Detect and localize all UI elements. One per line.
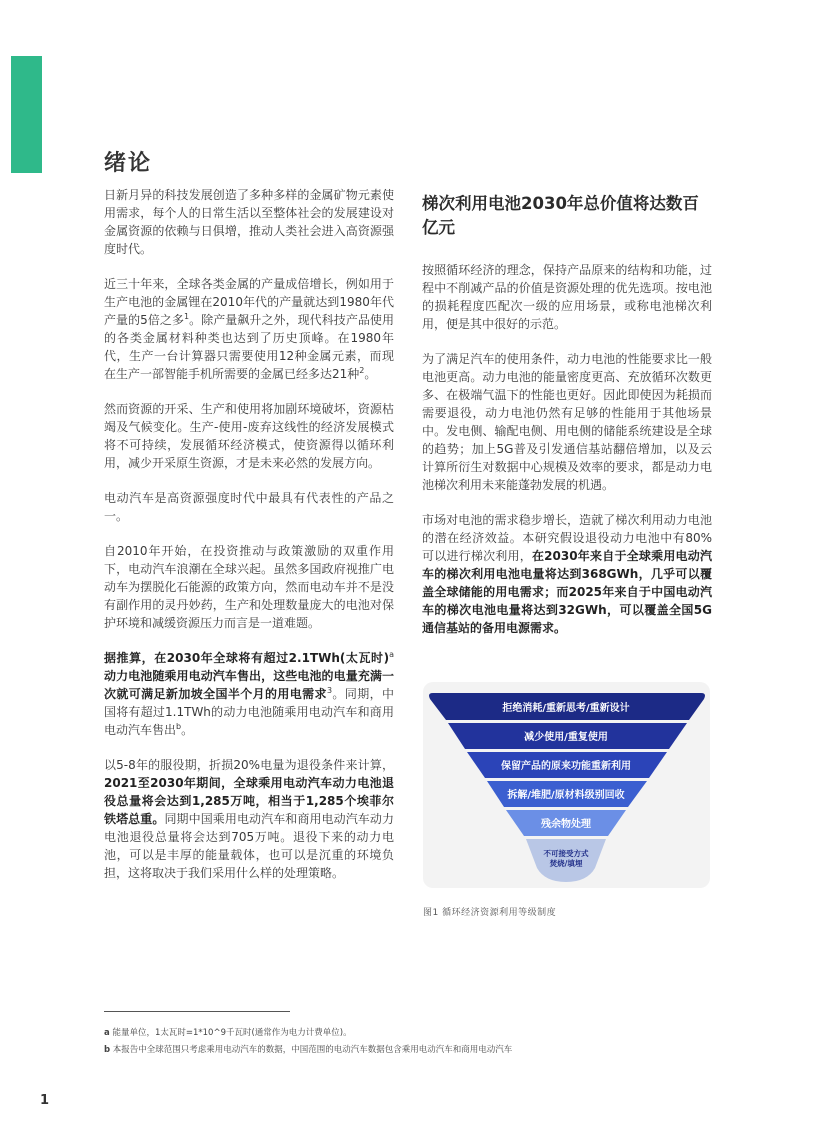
footnotes: [104, 1027, 724, 1061]
hierarchy-figure: [423, 682, 710, 888]
footnote-divider: [104, 1011, 290, 1012]
footnote-a: a 能量单位，1太瓦时=1*10^9千瓦时(通常作为电力计费单位)。: [104, 1028, 352, 1038]
section-heading: 梯次利用电池2030年总价值将达数百亿元: [422, 194, 699, 237]
level-6-label-line2: 焚烧/填埋: [549, 859, 583, 868]
paragraph: 市场对电池的需求稳步增长，造就了梯次利用动力电池的潜在经济效益。本研究假设退役动力电池中有80%可以进行梯次利用，在2030年来自于全球乘用电动汽车的梯次利用电池电量将达到368GWh，几乎可以覆盖全球储能的用电需求；而2025年来自于中国电动汽车的梯次电池电量将达到32GWh，可以覆盖全国5G通信基站的备用电源需求。: [422, 513, 712, 635]
footnote-ref: 3: [326, 686, 333, 695]
footnote-b: b 本报告中全球范围只考虑乘用电动汽车的数据，中国范围的电动汽车数据包含乘用电动汽车和商用电动汽车: [104, 1045, 513, 1055]
paragraph: 日新月异的科技发展创造了多种多样的金属矿物元素使用需求，每个人的日常生活以至整体社会的发展建设对金属资源的依赖与日俱增，推动人类社会进入高资源强度时代。: [104, 188, 394, 256]
section-accent-bar: [11, 56, 42, 173]
level-3-label: 保留产品的原来功能重新利用: [501, 761, 631, 772]
paragraph: 为了满足汽车的使用条件，动力电池的性能要求比一般电池更高。动力电池的能量密度更高、充放循环次数更多、在极端气温下的性能也更好。因此即使因为耗损而需要退役，动力电池仍然有足够的性能用于其他场景中。发电侧、输配电侧、用电侧的储能系统建设是全球的趋势；加上5G普及引发通信基站翻倍增加，以及云计算所衍生对数据中心规模及效率的要求，都是动力电池梯次利用未来能蓬勃发展的机遇。: [422, 352, 712, 492]
level-1-label: 拒绝消耗/重新思考/重新设计: [502, 703, 630, 714]
paragraph: 以5-8年的服役期，折损20%电量为退役条件来计算，2021至2030年期间，全球乘用电动汽车动力电池退役总量将会达到1,285万吨，相当于1,285个埃菲尔铁塔总重。同期中国乘用电动汽车和商用电动汽车动力电池退役总量将会达到705万吨。退役下来的动力电池，可以是丰厚的能量载体，也可以是沉重的环境负担，这将取决于我们采用什么样的处理策略。: [104, 758, 394, 880]
paragraph: 近三十年来，全球各类金属的产量成倍增长，例如用于生产电池的金属锂在2010年代的产量就达到1980年代产量的5倍之多$^1$。除产量飙升之外，现代科技产品使用的各类金属材料种类也达到了历史顶峰。在1980年代，生产一台计算器只需要使用12种金属元素，而现在生产一部智能手机所需要的金属已经多达21种$^2$。: [104, 277, 394, 381]
paragraph: 据推算，在2030年全球将有超过2.1TWh(太瓦时)$^a$动力电池随乘用电动汽车售出，这些电池的电量充满一次就可满足新加坡全国半个月的用电需求$^3$。同期，中国将有超过1.1TWh的动力电池随乘用电动汽车和商用电动汽车售出$^b$。: [104, 650, 394, 737]
left-column: [104, 186, 394, 899]
paragraph: 然而资源的开采、生产和使用将加剧环境破坏，资源枯竭及气候变化。生产-使用-废弃这线性的经济发展模式将不可持续，发展循环经济模式，使资源得以循环利用，减少开采原生资源，才是未来必然的发展方向。: [104, 402, 394, 470]
hierarchy-pyramid: [423, 682, 710, 888]
level-2-label: 减少使用/重复使用: [524, 732, 608, 743]
page-title: 绪论: [104, 151, 153, 176]
level-6-label: 不可接受方式: [543, 849, 589, 858]
level-4-label: 拆解/堆肥/原材料级别回收: [507, 790, 625, 801]
footnote-ref: 1: [184, 312, 190, 321]
footnote-ref: b: [176, 722, 182, 731]
figure-caption: 图1 循环经济资源利用等级制度: [423, 908, 557, 918]
footnote-ref: a: [389, 650, 394, 659]
paragraph: 自2010年开始，在投资推动与政策激励的双重作用下，电动汽车浪潮在全球兴起。虽然多国政府视推广电动车为摆脱化石能源的政策方向，然而电动车并不是没有副作用的灵丹妙药，生产和处理数量庞大的电池对保护环境和减缓资源压力而言是一道难题。: [104, 544, 394, 630]
right-column: [422, 192, 712, 654]
paragraph: 按照循环经济的理念，保持产品原来的结构和功能，过程中不削减产品的价值是资源处理的优先选项。按电池的损耗程度匹配次一级的应用场景，或称电池梯次利用，便是其中很好的示范。: [422, 263, 712, 331]
paragraph: 电动汽车是高资源强度时代中最具有代表性的产品之一。: [104, 491, 394, 523]
level-5-label: 残余物处理: [541, 819, 591, 830]
page-number: 1: [40, 1093, 50, 1108]
footnote-ref: 2: [359, 366, 365, 375]
